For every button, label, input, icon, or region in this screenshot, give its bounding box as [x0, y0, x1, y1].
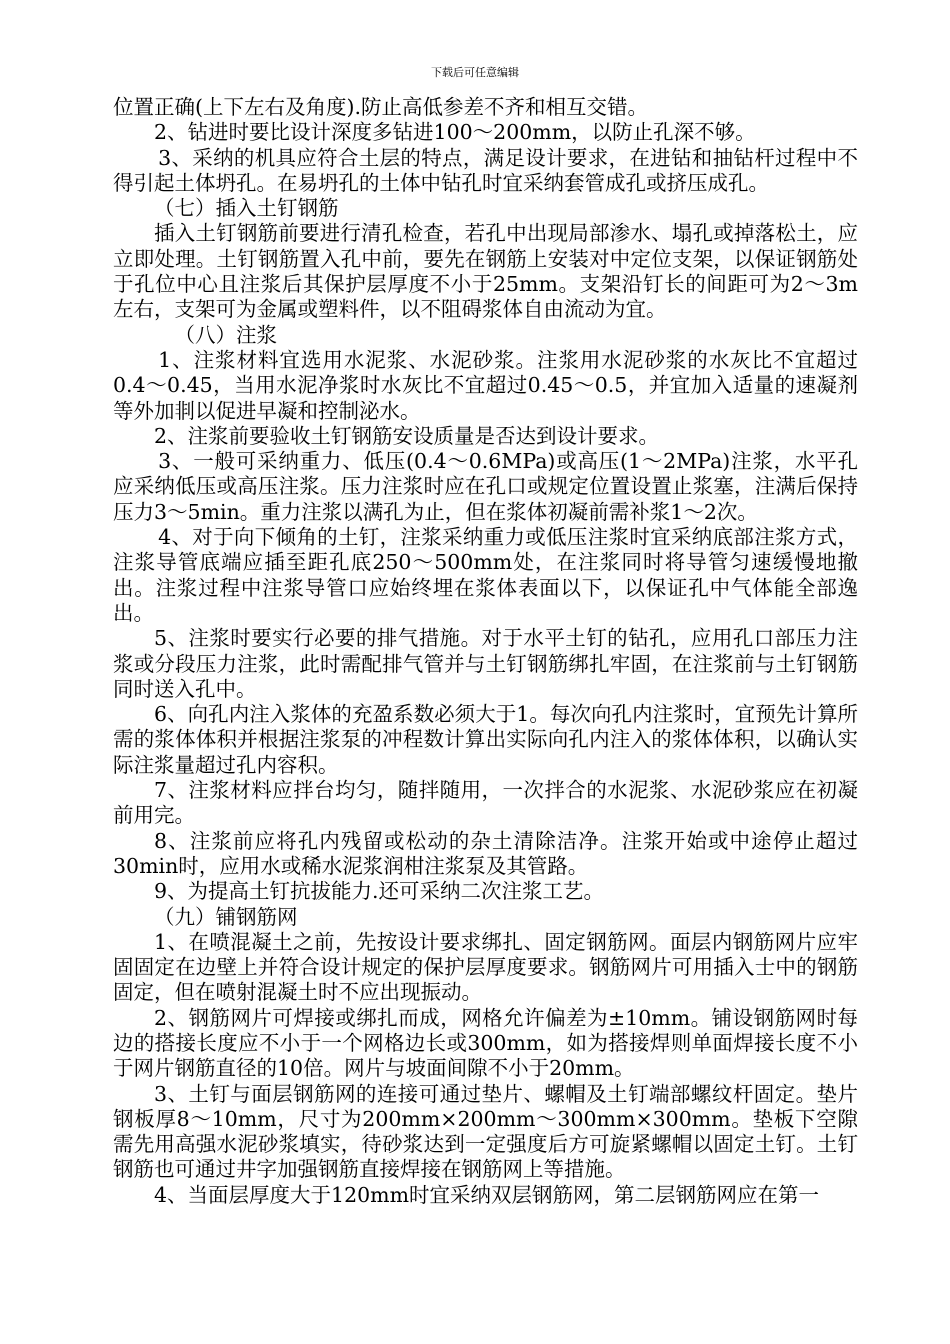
paragraph: 4、当面层厚度大于120mm时宜采纳双层钢筋网，第二层钢筋网应在第一 — [154, 1182, 820, 1207]
paragraph: 插入土钉钢筋前要进行清孔检查，若孔中出现局部渗水、塌孔或掉落松土，应立即处理。土钉钢筋置入孔中前，要先在钢筋上安装对中定位支架，以保证钢筋处于孔位中心且注浆后其保护层厚度不小于25mm。支架沿钉长的间距可为2～3m左右，支架可为金属或塑料件，以不阻碍浆体自由流动为宜。 — [113, 221, 858, 322]
paragraph: 8、注浆前应将孔内残留或松动的杂土清除洁净。注浆开始或中途停止超过30min时，应用水或稀水泥浆润柑注浆泵及其管路。 — [113, 828, 858, 878]
paragraph: 2、钻进时要比设计深度多钻进100～200mm，以防止孔深不够。 — [154, 120, 756, 145]
paragraph: 6、向孔内注入浆体的充盈系数必须大于1。每次向孔内注浆时，宜预先计算所需的浆体体积并根据注浆泵的冲程数计算出实际向孔内注入的浆体体积，以确认实际注浆量超过孔内容积。 — [113, 702, 858, 777]
section-heading: （九）铺钢筋网 — [154, 904, 298, 929]
paragraph: 3、土钉与面层钢筋网的连接可通过垫片、螺帽及土钉端部螺纹杆固定。垫片钢板厚8～10mm，尺寸为200mm×200mm～300mm×300mm。垫板下空隙需先用高强水泥砂浆填实，待砂浆达到一定强度后方可旋紧螺帽以固定土钉。土钉钢筋也可通过井字加强钢筋直接焊接在钢筋网上等措施。 — [113, 1081, 858, 1182]
paragraph: 9、为提高土钉抗拔能力.还可采纳二次注浆工艺。 — [154, 879, 605, 904]
paragraph: 2、注浆前要验收土钉钢筋安设质量是否达到设计要求。 — [154, 423, 660, 448]
document-body — [113, 95, 858, 1208]
paragraph: 5、注浆时要实行必要的排气措施。对于水平土钉的钻孔，应用孔口部压力注浆或分段压力注浆，此时需配排气管并与土钉钢筋绑扎牢固，在注浆前与土钉钢筋同时送入孔中。 — [113, 626, 858, 701]
paragraph: 7、注浆材料应拌台均匀，随拌随用，一次拌合的水泥浆、水泥砂浆应在初凝前用完。 — [113, 778, 858, 828]
paragraph: 4、对于向下倾角的土钉，注浆采纳重力或低压注浆时宜采纳底部注浆方式，注浆导管底端应插至距孔底250～500mm处，在注浆同时将导管匀速缓慢地撤出。注浆过程中注浆导管口应始终埋在浆体表面以下，以保证孔中气体能全部逸出。 — [113, 525, 858, 625]
paragraph: 位置正确(上下左右及角度).防止高低参差不齐和相互交错。 — [113, 95, 649, 119]
paragraph: 3、采纳的机具应符合土层的特点，满足设计要求，在进钻和抽钻杆过程中不得引起土体坍孔。在易坍孔的土体中钻孔时宜采纳套管成孔或挤压成孔。 — [113, 145, 858, 195]
page-header: 下载后可任意编辑 — [431, 66, 519, 79]
paragraph: 2、钢筋网片可焊接或绑扎而成，网格允许偏差为±10mm。铺设钢筋网时每边的搭接长度应不小于一个网格边长或300mm，如为搭接焊则单面焊接长度不小于网片钢筋直径的10倍。网片与坡面间隙不小于20mm。 — [113, 1005, 858, 1081]
section-heading: （七）插入土钉钢筋 — [154, 196, 339, 221]
section-heading: （八）注浆 — [174, 322, 277, 347]
paragraph: 1、注浆材料宜选用水泥浆、水泥砂浆。注浆用水泥砂浆的水灰比不宜超过0.4～0.45，当用水泥净浆时水灰比不宜超过0.45～0.5，并宜加入适量的速凝剂等外加剕以促进早凝和控制泌水。 — [113, 347, 858, 423]
paragraph: 3、一般可采纳重力、低压(0.4～0.6MPa)或高压(1～2MPa)注浆，水平孔应采纳低压或高压注浆。压力注浆时应在孔口或规定位置设置止浆塞，注满后保持压力3～5min。重力注浆以满孔为止，但在浆体初凝前需补浆1～2次。 — [113, 449, 858, 524]
paragraph: 1、在喷混凝土之前，先按设计要求绑扎、固定钢筋网。面层内钢筋网片应牢固固定在边壁上并符合设计规定的保护层厚度要求。钢筋网片可用插入士中的钢筋固定，但在喷射混凝土时不应出现振动。 — [113, 929, 858, 1005]
